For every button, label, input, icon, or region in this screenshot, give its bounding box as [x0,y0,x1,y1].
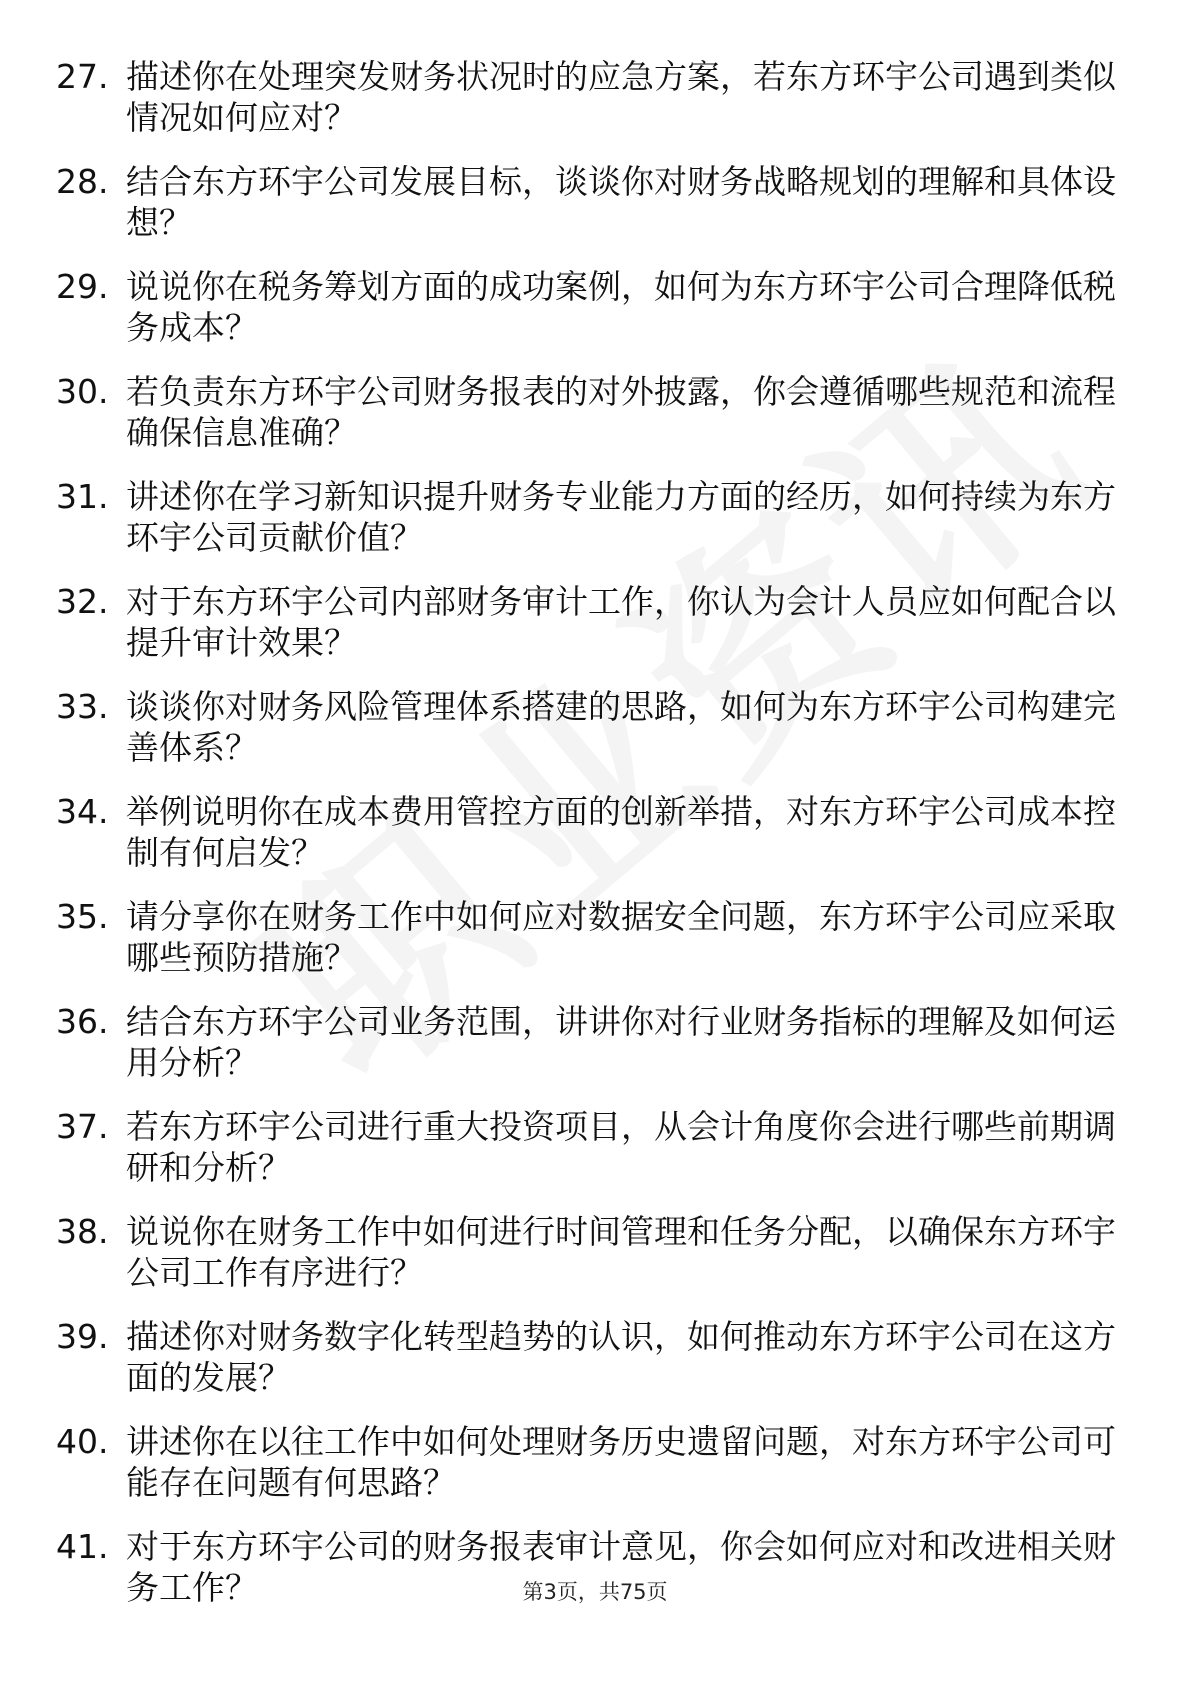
question-item [0,1211,1190,1316]
question-item [0,371,1190,476]
question-text: 说说你在税务筹划方面的成功案例，如何为东方环宇公司合理降低税务成本？ [126,267,1116,347]
question-item [0,686,1190,791]
question-item [0,1001,1190,1106]
question-text: 举例说明你在成本费用管控方面的创新举措，对东方环宇公司成本控制有何启发？ [126,792,1116,872]
question-number: 27. [56,57,109,96]
question-item [0,1316,1190,1421]
question-number: 34. [56,792,109,831]
question-text: 描述你对财务数字化转型趋势的认识，如何推动东方环宇公司在这方面的发展？ [126,1317,1116,1397]
question-number: 31. [56,477,109,516]
question-text: 讲述你在学习新知识提升财务专业能力方面的经历，如何持续为东方环宇公司贡献价值？ [126,477,1116,557]
question-text: 结合东方环宇公司业务范围，讲讲你对行业财务指标的理解及如何运用分析？ [126,1002,1116,1082]
question-text: 对于东方环宇公司的财务报表审计意见，你会如何应对和改进相关财务工作？ [126,1527,1116,1607]
question-text: 说说你在财务工作中如何进行时间管理和任务分配，以确保东方环宇公司工作有序进行？ [126,1212,1116,1292]
question-text: 讲述你在以往工作中如何处理财务历史遗留问题，对东方环宇公司可能存在问题有何思路？ [126,1422,1116,1502]
question-number: 36. [56,1002,109,1041]
question-item [0,476,1190,581]
question-item [0,581,1190,686]
question-item [0,791,1190,896]
question-item [0,56,1190,161]
question-item [0,896,1190,1001]
question-number: 30. [56,372,109,411]
question-number: 28. [56,162,109,201]
question-number: 41. [56,1527,109,1566]
question-number: 38. [56,1212,109,1251]
question-text: 若负责东方环宇公司财务报表的对外披露，你会遵循哪些规范和流程确保信息准确？ [126,372,1116,452]
question-number: 33. [56,687,109,726]
question-item [0,1421,1190,1526]
question-number: 35. [56,897,109,936]
question-number: 32. [56,582,109,621]
question-text: 请分享你在财务工作中如何应对数据安全问题，东方环宇公司应采取哪些预防措施？ [126,897,1116,977]
question-item [0,1106,1190,1211]
question-list [0,56,1190,1631]
question-item [0,161,1190,266]
question-text: 描述你在处理突发财务状况时的应急方案，若东方环宇公司遇到类似情况如何应对？ [126,57,1116,137]
question-text: 对于东方环宇公司内部财务审计工作，你认为会计人员应如何配合以提升审计效果？ [126,582,1116,662]
question-text: 若东方环宇公司进行重大投资项目，从会计角度你会进行哪些前期调研和分析？ [126,1107,1116,1187]
question-number: 40. [56,1422,109,1461]
question-number: 29. [56,267,109,306]
question-text: 结合东方环宇公司发展目标，谈谈你对财务战略规划的理解和具体设想？ [126,162,1116,242]
page-number: 第3页，共75页 [522,1580,668,1604]
question-item [0,266,1190,371]
question-number: 39. [56,1317,109,1356]
question-text: 谈谈你对财务风险管理体系搭建的思路，如何为东方环宇公司构建完善体系？ [126,687,1116,767]
question-number: 37. [56,1107,109,1146]
